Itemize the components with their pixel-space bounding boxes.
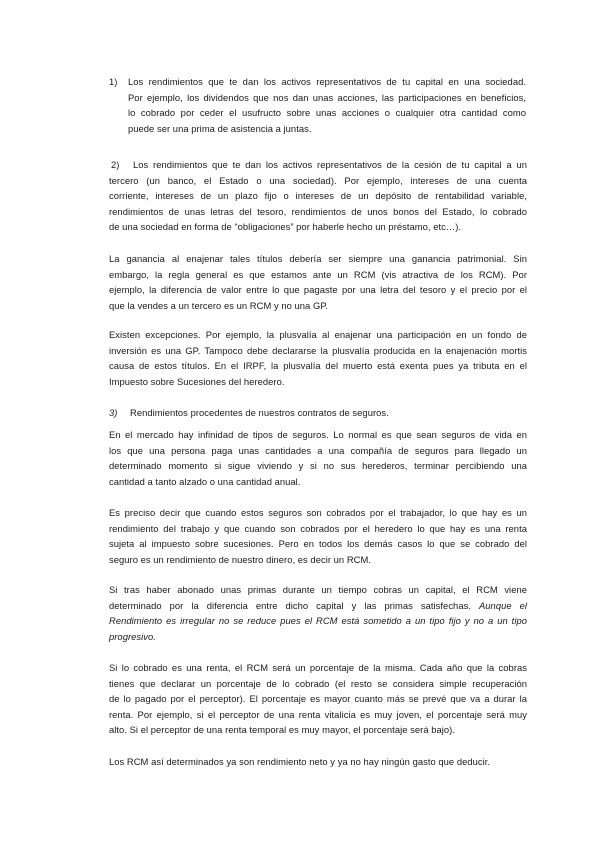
text-line: de una sociedad en forma de “obligaciones” por haberle hecho un préstamo, etc…). (109, 221, 462, 233)
text-line: Los rendimientos que te dan los activos representativos de la cesión de tu capital a un (133, 159, 527, 170)
section-3-heading: Rendimientos procedentes de nuestros contratos de seguros. (130, 407, 389, 418)
text-line: inversión es una GP. Tampoco debe declararse la plusvalía producida en la enajenación mortis (109, 344, 527, 356)
text-span: determinado por la diferencia entre dicho capital y las primas satisfechas. (109, 599, 471, 611)
paragraph-renta (109, 660, 527, 738)
section-2-text (109, 157, 527, 235)
paragraph-final (109, 754, 527, 770)
paragraph-ganancia (109, 251, 527, 313)
section-2-number: 2) (111, 159, 120, 170)
text-line: embargo, la regla general es que estamos ante un RCM (vis atractiva de los RCM). Por (109, 268, 527, 280)
text-line: Impuesto sobre Sucesiones del heredero. (109, 375, 285, 387)
text-line: tienes que declarar un porcentaje de lo cobrado (el resto se considera simple recuperación (109, 677, 527, 689)
text-line: Existen excepciones. Por ejemplo, la plusvalía al enajenar una participación en un fondo de (109, 329, 527, 340)
text-line: tercero (un banco, el Estado o una sociedad). Por ejemplo, intereses de una cuenta (109, 174, 527, 186)
text-line: lo cobrado por ceder el usufructo sobre unas acciones o cualquier otra cantidad como (128, 107, 526, 119)
text-line: Por ejemplo, los dividendos que nos dan unas acciones, las participaciones en beneficios, (128, 91, 526, 103)
text-line: Si tras haber abonado unas primas durante un tiempo cobras un capital, el RCM viene (109, 584, 527, 595)
paragraph-primas (109, 582, 527, 644)
text-line: causa de estos títulos. En el IRPF, la plusvalía del muerto está exenta pues ya tributa en el (109, 360, 527, 372)
italic-span: progresivo. (109, 630, 156, 642)
paragraph-preciso (109, 505, 527, 567)
text-line: Los RCM así determinados ya son rendimiento neto y ya no hay ningún gasto que deducir. (109, 756, 491, 767)
text-line: cantidad a tanto alzado o una cantidad anual. (109, 475, 301, 487)
text-line: Si lo cobrado es una renta, el RCM será un porcentaje de la misma. Cada año que la cobras (109, 662, 527, 673)
text-line: alto. Si el perceptor de una renta temporal es muy mayor, el porcentaje será bajo). (109, 724, 455, 736)
paragraph-mercado (109, 427, 527, 489)
text-line (109, 629, 527, 645)
text-line: renta. Por ejemplo, si el perceptor de una renta vitalicia es muy joven, el porcentaje será muy (109, 708, 527, 720)
text-line (109, 613, 527, 629)
italic-span: Rendimiento es irregular no se reduce pues el RCM está sometido a un tipo fijo y no a un tipo (109, 615, 527, 627)
text-line: Los rendimientos que te dan los activos representativos de tu capital en una sociedad. (128, 76, 526, 87)
text-line: rendimientos de unas letras del tesoro, rendimientos de unos bonos del Estado, lo cobrado (109, 205, 527, 217)
paragraph-excepciones (109, 327, 527, 389)
text-line: La ganancia al enajenar tales títulos debería ser siempre una ganancia patrimonial. Sin (109, 253, 527, 264)
text-line: de lo pagado por el perceptor). El porcentaje es mayor cuanto más se prevé que va a durar la (109, 693, 527, 705)
text-line: sujeta al impuesto sobre sucesiones. Pero en todos los demás casos lo que se cobrado del (109, 538, 527, 550)
text-line: los que una persona paga unas cantidades a una compañía de seguros para llegado un (109, 444, 527, 456)
text-line: En el mercado hay infinidad de tipos de seguros. Lo normal es que sean seguros de vida en (109, 429, 527, 440)
section-3-number: 3) (109, 407, 118, 418)
section-1-text (128, 74, 526, 136)
text-line: ejemplo, la diferencia de valor entre lo que pagaste por una letra del tesoro y el precio por el (109, 284, 527, 296)
text-line: determinado momento si sigue viviendo y si no sus herederos, terminar percibiendo una (109, 460, 527, 472)
text-line: corriente, intereses de un plazo fijo o intereses de un depósito de rentabilidad variable, (109, 190, 527, 202)
text-line: seguro es un rendimiento de nuestro dinero, es decir un RCM. (109, 553, 371, 565)
text-line: puede ser una prima de asistencia a juntas. (128, 122, 312, 134)
text-line: rendimiento del trabajo y que cuando son cobrados por el heredero lo que hay es una renta (109, 522, 527, 534)
text-line: que la vendes a un tercero es un RCM y no una GP. (109, 299, 329, 311)
italic-span: Aunque el (478, 599, 527, 611)
section-1-number: 1) (109, 76, 118, 87)
text-line (109, 598, 527, 614)
text-line: Es preciso decir que cuando estos seguros son cobrados por el trabajador, lo que hay es un (109, 507, 527, 518)
